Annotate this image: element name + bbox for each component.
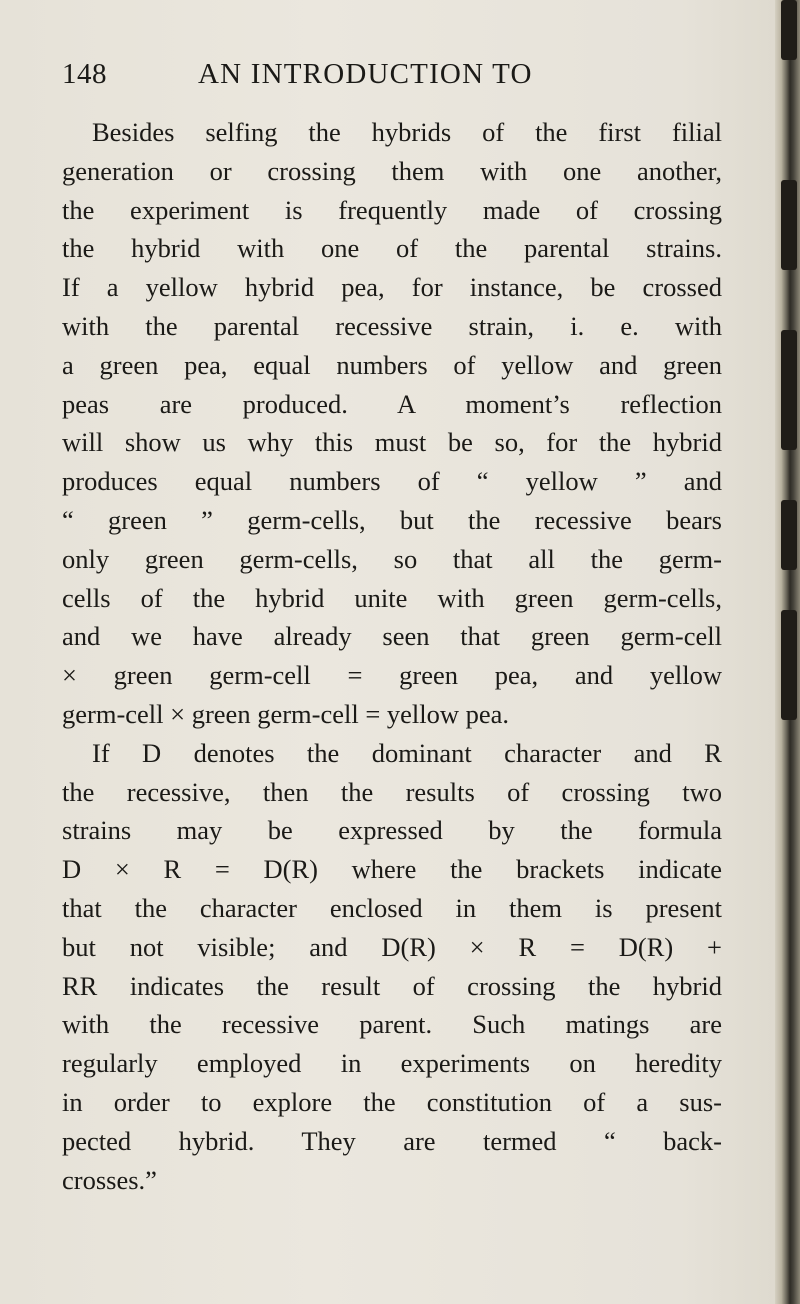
- text-line: with the parental recessive strain, i. e. with: [62, 310, 722, 341]
- body-text: [62, 113, 722, 1199]
- text-line: only green germ-cells, so that all the germ-: [62, 543, 722, 574]
- text-line: that the character enclosed in them is present: [62, 892, 722, 923]
- binding-shadow: [781, 180, 797, 270]
- text-line: the experiment is frequently made of crossing: [62, 194, 722, 225]
- binding-shadow: [781, 330, 797, 450]
- text-line: the hybrid with one of the parental strains.: [62, 233, 722, 264]
- text-line: with the recessive parent. Such matings are: [62, 1009, 722, 1040]
- text-line: “ green ” germ-cells, but the recessive bears: [62, 504, 722, 535]
- text-line: in order to explore the constitution of a sus-: [62, 1086, 722, 1117]
- text-line: produces equal numbers of “ yellow ” and: [62, 466, 722, 497]
- text-line: pected hybrid. They are termed “ back-: [62, 1125, 722, 1156]
- binding-shadow: [781, 610, 797, 720]
- text-line: If a yellow hybrid pea, for instance, be crossed: [62, 272, 722, 303]
- text-line: germ-cell × green germ-cell = yellow pea.: [62, 698, 510, 729]
- page-edge-shadow: [775, 0, 800, 1304]
- text-line: D × R = D(R) where the brackets indicate: [62, 854, 722, 885]
- text-line: will show us why this must be so, for the hybrid: [62, 427, 722, 458]
- binding-shadow: [781, 500, 797, 570]
- text-line: a green pea, equal numbers of yellow and green: [62, 349, 722, 380]
- running-head: AN INTRODUCTION TO: [198, 58, 533, 90]
- text-line: the recessive, then the results of crossing two: [62, 776, 722, 807]
- text-line: but not visible; and D(R) × R = D(R) +: [62, 931, 722, 962]
- binding-shadow: [781, 0, 797, 60]
- text-line: and we have already seen that green germ-cell: [62, 621, 722, 652]
- text-line: If D denotes the dominant character and R: [92, 737, 722, 768]
- page-number: 148: [62, 58, 107, 90]
- text-line: Besides selfing the hybrids of the first filial: [92, 117, 722, 147]
- text-line: crosses.”: [62, 1164, 157, 1195]
- text-line: strains may be expressed by the formula: [62, 815, 722, 846]
- text-line: generation or crossing them with one another,: [62, 155, 722, 186]
- text-line: × green germ-cell = green pea, and yellow: [62, 660, 722, 691]
- text-line: peas are produced. A moment’s reflection: [62, 388, 722, 419]
- text-line: RR indicates the result of crossing the hybrid: [62, 970, 722, 1001]
- page-header: [62, 58, 722, 98]
- text-line: regularly employed in experiments on heredity: [62, 1048, 722, 1079]
- text-line: cells of the hybrid unite with green germ-cells,: [62, 582, 722, 613]
